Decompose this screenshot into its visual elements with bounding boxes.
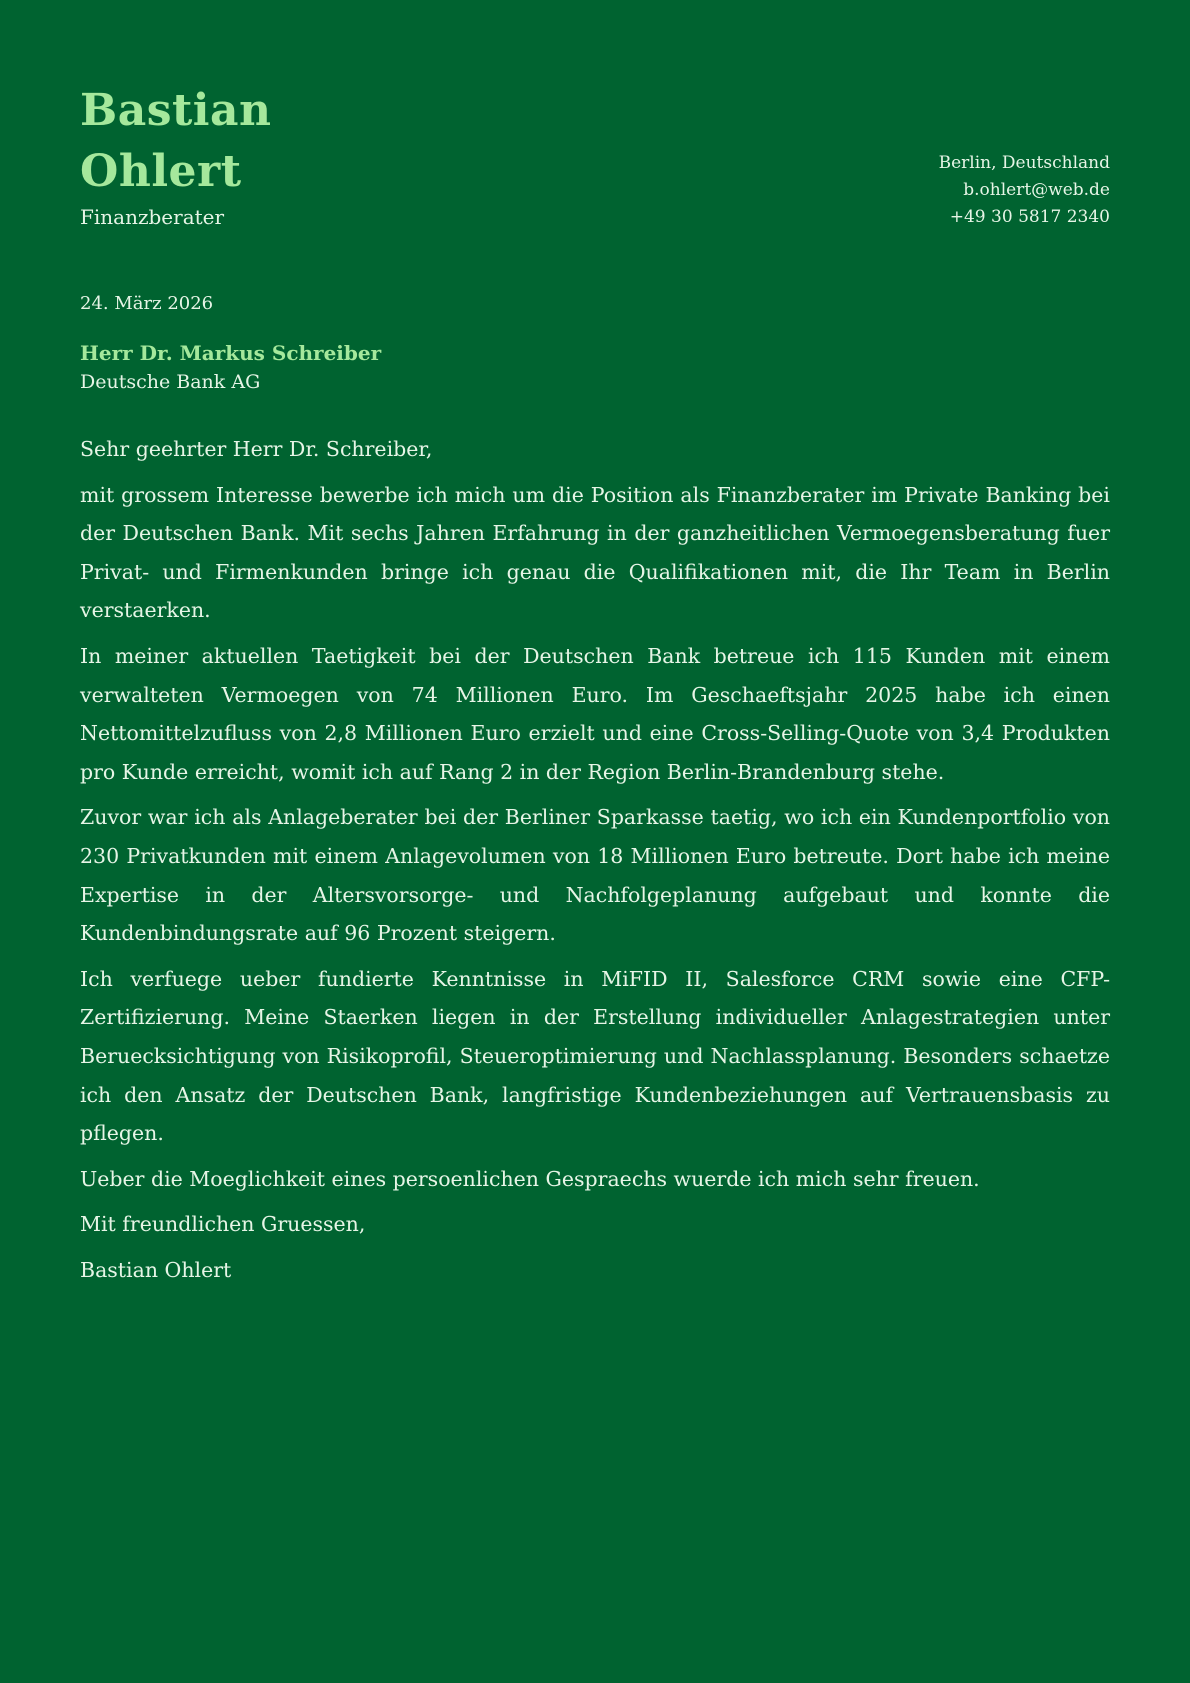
sender-title: Finanzberater xyxy=(80,205,225,229)
body-paragraph: Ueber die Moeglichkeit eines persoenlichen Gespraechs wuerde ich mich sehr freuen. xyxy=(80,1166,980,1191)
body-paragraph: Ich verfuege ueber fundierte Kenntnisse in MiFID II, Salesforce CRM sowie eine CFP-Zertifizierung. Meine Staerken liegen in der Erstellung individueller Anlagestrategien unter Beruecksichtigung von Risikoprofil, Steueroptimierung und Nachlassplanung. Besonders schaetze ich den Ansatz der Deutschen Bank, langfristige Kundenbeziehungen auf Vertrauensbasis zu pflegen. xyxy=(80,966,1110,1146)
recipient-company: Deutsche Bank AG xyxy=(80,371,261,393)
body-paragraph: mit grossem Interesse bewerbe ich mich um die Position als Finanzberater im Private Banking bei der Deutschen Bank. Mit sechs Jahren Erfahrung in der ganzheitlichen Vermoegensberatung fuer Privat- und Firmenkunden bringe ich genau die Qualifikationen mit, die Ihr Team in Berlin verstaerken. xyxy=(80,482,1110,623)
salutation: Sehr geehrter Herr Dr. Schreiber, xyxy=(80,437,433,461)
letter-body xyxy=(80,430,1110,1296)
sender-phone: +49 30 5817 2340 xyxy=(949,207,1110,227)
sender-contact xyxy=(939,150,1110,231)
sender-name-block xyxy=(80,80,272,230)
sender-location: Berlin, Deutschland xyxy=(938,153,1110,173)
sender-last-name: Ohlert xyxy=(80,146,242,197)
closing: Mit freundlichen Gruessen, xyxy=(80,1212,366,1237)
body-paragraph: Zuvor war ich als Anlageberater bei der Berliner Sparkasse taetig, wo ich ein Kundenportfolio von 230 Privatkunden mit einem Anlagevolumen von 18 Millionen Euro betreute. Dort habe ich meine Expertise in der Altersvorsorge- und Nachfolgeplanung aufgebaut und konnte die Kundenbindungsrate auf 96 Prozent steigern. xyxy=(80,805,1110,946)
recipient-name: Herr Dr. Markus Schreiber xyxy=(80,341,382,365)
recipient-block xyxy=(80,338,381,396)
sender-email: b.ohlert@web.de xyxy=(963,180,1110,200)
body-paragraph: In meiner aktuellen Taetigkeit bei der Deutschen Bank betreue ich 115 Kunden mit einem verwalteten Vermoegen von 74 Millionen Euro. Im Geschaeftsjahr 2025 habe ich einen Nettomittelzufluss von 2,8 Millionen Euro erzielt und eine Cross-Selling-Quote von 3,4 Produkten pro Kunde erreicht, womit ich auf Rang 2 in der Region Berlin-Brandenburg stehe. xyxy=(80,643,1110,784)
letter-header xyxy=(80,80,1110,280)
sender-first-name: Bastian xyxy=(80,85,272,136)
signature: Bastian Ohlert xyxy=(80,1257,232,1282)
letter-date: 24. März 2026 xyxy=(80,293,214,314)
